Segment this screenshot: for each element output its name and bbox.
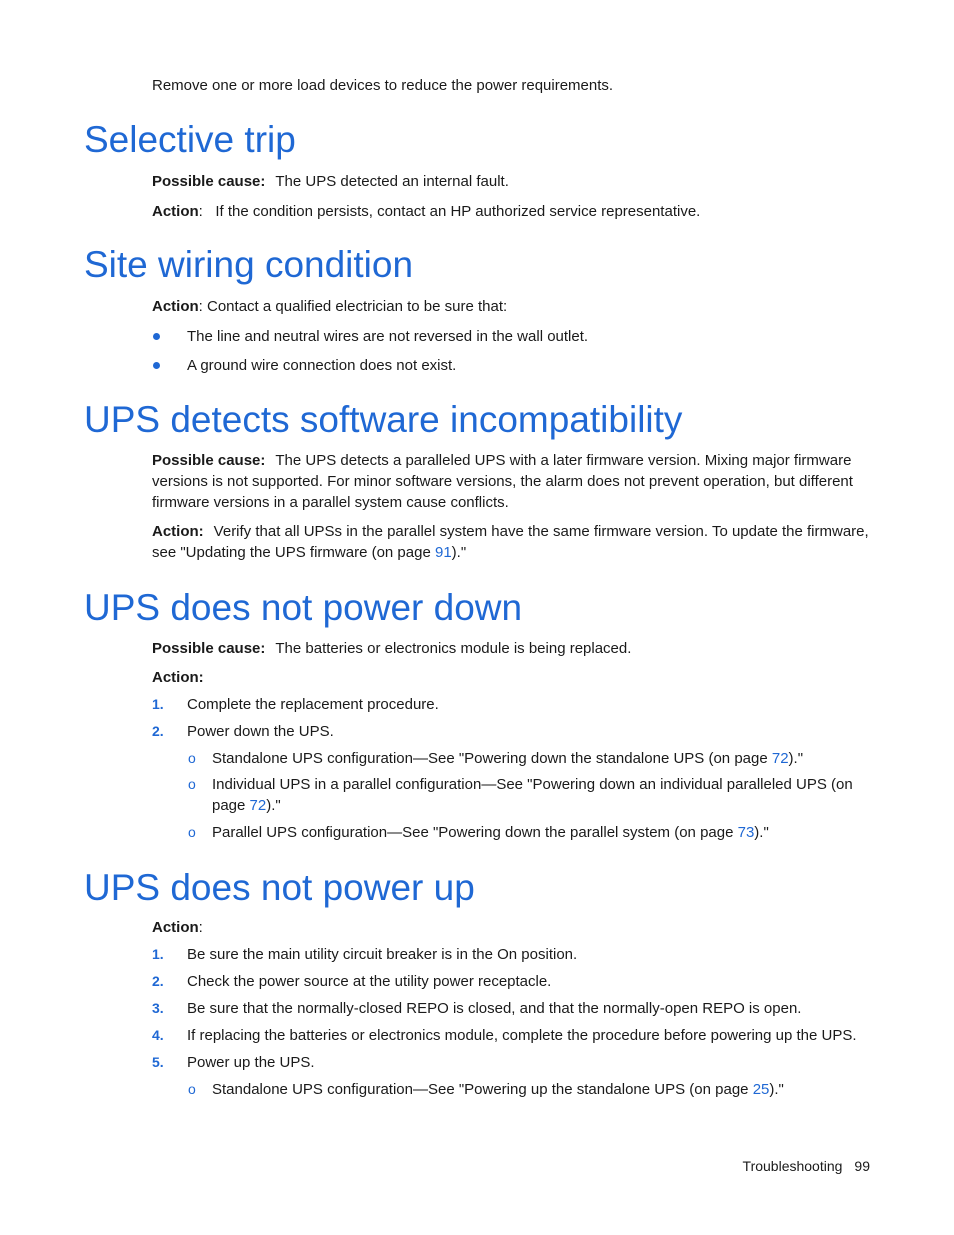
heading-selective-trip: Selective trip	[84, 119, 296, 160]
heading-software-incompat: UPS detects software incompatibility	[84, 399, 683, 440]
list-item: 4. If replacing the batteries or electronics module, complete the procedure before powering up the UPS.	[152, 1027, 857, 1044]
heading-no-power-up: UPS does not power up	[84, 867, 475, 908]
selective-trip-action	[152, 201, 872, 222]
heading-no-power-down: UPS does not power down	[84, 587, 523, 628]
page-link[interactable]: 72	[771, 750, 789, 767]
site-wiring-action	[152, 296, 872, 317]
circle-bullet-icon: o	[188, 1081, 196, 1097]
circle-bullet-icon: o	[188, 824, 196, 840]
bullet-icon	[153, 333, 160, 340]
no-power-down-steps	[152, 694, 872, 843]
action-label: Action	[152, 919, 199, 936]
software-incompat-action: Action: Verify that all UPSs in the parallel system have the same firmware version. To update the firmware, see "Updating the UPS firmware (on page 91)."	[152, 523, 869, 561]
action-label: Action	[152, 203, 199, 220]
cause-text: The UPS detects a paralleled UPS with a later firmware version. Mixing major firmware versions is not supported. For minor software versions, the alarm does not prevent operation, but different firmware versions in a parallel system cause conflicts.	[152, 452, 853, 511]
sub-list-item: o Standalone UPS configuration—See "Powering down the standalone UPS (on page 72)."	[188, 750, 804, 767]
sub-list-item: o Standalone UPS configuration—See "Powering up the standalone UPS (on page 25)."	[188, 1081, 784, 1098]
page-number: 99	[854, 1158, 870, 1174]
no-power-up-steps	[152, 944, 872, 1100]
cause-label: Possible cause:	[152, 640, 266, 657]
action-label: Action	[152, 298, 199, 315]
cause-text: The UPS detected an internal fault.	[275, 173, 509, 190]
list-item: 1. Be sure the main utility circuit breaker is in the On position.	[152, 946, 578, 963]
list-item: The line and neutral wires are not reversed in the wall outlet.	[152, 326, 872, 347]
action-label: Action:	[152, 523, 204, 540]
no-power-up-action: Action:	[152, 919, 203, 936]
site-wiring-bullets	[152, 326, 872, 376]
action-label: Action:	[152, 669, 204, 686]
list-item: 5. Power up the UPS.	[152, 1054, 315, 1071]
page-link[interactable]: 25	[752, 1081, 770, 1098]
sub-list-item: o Parallel UPS configuration—See "Powering down the parallel system (on page 73)."	[188, 824, 769, 841]
page-footer	[743, 1158, 870, 1174]
cause-label: Possible cause:	[152, 173, 266, 190]
page-link[interactable]: 91	[434, 544, 452, 561]
list-item: 3. Be sure that the normally-closed REPO is closed, and that the normally-open REPO is open.	[152, 1000, 802, 1017]
no-power-down-cause	[152, 638, 872, 659]
page-link[interactable]: 72	[249, 797, 267, 814]
page-link[interactable]: 73	[737, 824, 755, 841]
intro-text: Remove one or more load devices to reduce the power requirements.	[152, 77, 614, 94]
action-text: : Contact a qualified electrician to be sure that:	[198, 298, 508, 315]
selective-trip-cause	[152, 171, 872, 192]
footer-section: Troubleshooting	[742, 1158, 843, 1174]
cause-label: Possible cause:	[152, 452, 266, 469]
list-item: 2. Power down the UPS.	[152, 723, 334, 740]
bullet-icon	[153, 362, 160, 369]
heading-site-wiring: Site wiring condition	[84, 244, 414, 285]
software-incompat-cause	[152, 450, 872, 513]
action-text: : If the condition persists, contact an HP authorized service representative.	[198, 203, 701, 220]
circle-bullet-icon: o	[188, 750, 196, 766]
circle-bullet-icon: o	[188, 776, 196, 792]
list-item: 1. Complete the replacement procedure.	[152, 696, 439, 713]
cause-text: The batteries or electronics module is being replaced.	[275, 640, 632, 657]
list-item: 2. Check the power source at the utility power receptacle.	[152, 973, 552, 990]
list-item: A ground wire connection does not exist.	[152, 355, 872, 376]
sub-list-item: o Individual UPS in a parallel configuration—See "Powering down an individual paralleled UPS (on page 72)."	[188, 776, 853, 814]
